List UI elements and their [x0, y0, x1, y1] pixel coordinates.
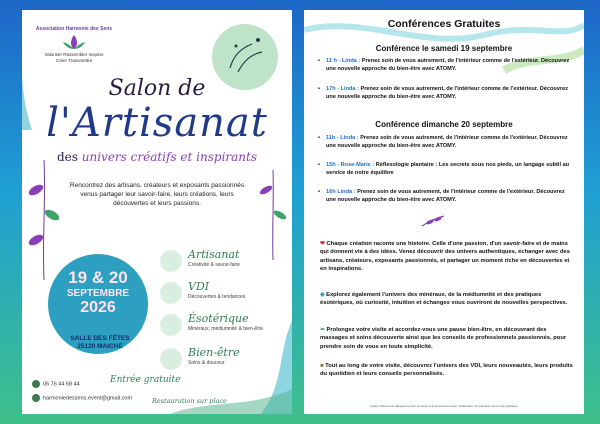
- category-subtitle: Créativité & savoir-faire: [188, 262, 240, 268]
- shop-icon: ■: [320, 363, 324, 369]
- association-name: Association Harmonie des Sens: [35, 26, 113, 32]
- conference-text: Prenez soin de vous autrement, de l'intérieur comme de l'extérieur. Découvrez une nouvelle approche du bien-être avec ATOMY.: [326, 86, 569, 100]
- venue-city: 25120 MAICHE: [77, 343, 123, 351]
- email-address: harmoniedessens.event@gmail.com: [43, 395, 133, 402]
- category-title: Artisanat: [188, 248, 240, 261]
- conference-time: 11h - Linda :: [326, 135, 359, 141]
- leaf-branch-left-icon: [24, 160, 64, 280]
- association-tagline-1: Valoriser Rassembler Inspirer: [44, 52, 104, 57]
- conference-item: [326, 189, 572, 205]
- heart-hands-icon: ❤: [320, 241, 325, 247]
- date-days: 19 & 20: [68, 268, 128, 287]
- conference-item: [326, 86, 572, 102]
- crystal-icon: [160, 314, 182, 336]
- crystal-ball-icon: ◆: [320, 292, 325, 298]
- leaf-branch-right-icon: [258, 170, 288, 260]
- paragraph-text: Tout au long de votre visite, découvrez l'univers des VDI, leurs nouveautés, leurs produits du quotidien et leurs conseils personnalisés.: [320, 363, 573, 378]
- conference-time: 15h - Rose-Marie :: [326, 162, 375, 168]
- venue-name: SALLE DES FÊTES: [70, 335, 130, 342]
- category-title: Bien-être: [188, 346, 240, 359]
- category-artisanat: [160, 248, 280, 278]
- title-line-2: l'Artisanat: [46, 100, 268, 146]
- paragraph-text: Explorez également l'univers des minéraux, de la médiumnité et des pratiques ésotériques, où curiosité, intuition et échanges vous ouvriront de nouvelles perspectives.: [320, 292, 568, 307]
- conference-program: [304, 10, 584, 414]
- subtitle-highlight: univers créatifs et inspirants: [81, 150, 258, 164]
- catering-info: Restauration sur place: [152, 397, 227, 405]
- conference-item: [326, 58, 572, 74]
- category-title: Ésotérique: [188, 312, 249, 325]
- category-subtitle: Soins & douceur: [188, 360, 225, 366]
- date-month: SEPTEMBRE: [66, 288, 130, 299]
- entry-free: Entrée gratuite: [110, 375, 181, 385]
- sunday-heading: Conférence dimanche 20 septembre: [375, 120, 513, 129]
- category-subtitle: Découvertes & tendances: [188, 294, 246, 300]
- lavender-sprig-icon: [420, 214, 446, 228]
- paragraph-text: Prolongez votre visite et accordez-vous une pause bien-être, en découvrant des massages et soins découverte ainsi que les conseils de professionnels passionnés, pour prendre soin de vous en toute simplicité.: [320, 327, 567, 350]
- description-paragraph: [320, 291, 574, 308]
- conference-text: Prenez soin de vous autrement, de l'intérieur comme de l'extérieur. Découvrez une nouvelle approche du bien-être avec ATOMY.: [326, 58, 570, 72]
- description-paragraph: [320, 240, 574, 274]
- program-heading: Conférences Gratuites: [387, 18, 501, 30]
- paragraph-text: Chaque création raconte une histoire. Celle d'une passion, d'un savoir-faire et de mains qui donnent vie à des idées. Venez découvrir des univers authentiques, échanger avec des artisans, créateurs, exposants passionnés, et partager un moment riche en découvertes et en inspirations.: [320, 241, 570, 273]
- conference-time: 16h Linda :: [326, 189, 356, 195]
- event-flyer: [22, 10, 292, 414]
- category-bien-etre: [160, 346, 280, 376]
- conference-text: Prenez soin de vous autrement, de l'intérieur comme de l'extérieur. Découvrez une nouvelle approche du bien-être avec ATOMY.: [326, 189, 565, 203]
- phone-number: 06 76 44 68 44: [43, 381, 80, 388]
- legal-footnote: L'abus d'alcool est dangereux pour la santé et à consommer avec modération. Ne pas jeter sur la voie publique.: [369, 404, 519, 408]
- conference-text: Réflexologie plantaire : Les secrets sous nos pieds, un langage subtil au service de notre équilibre: [326, 162, 570, 176]
- conference-time: 17h - Linda :: [326, 86, 359, 92]
- shopping-bag-icon: [160, 282, 182, 304]
- conference-time: 11 h - Linda :: [326, 58, 361, 64]
- saturday-heading: Conférence le samedi 19 septembre: [375, 44, 513, 53]
- leaf-icon: ❧: [320, 327, 325, 333]
- contact-phone: [32, 380, 80, 388]
- contact-email: [32, 394, 132, 402]
- meditation-icon: [160, 348, 182, 370]
- flyer-intro: Rencontrez des artisans, créateurs et exposants passionnés venus partager leur savoir-faire, leurs créations, leurs découvertes et leurs passions.: [69, 182, 245, 207]
- lotus-logo-icon: [61, 34, 87, 50]
- category-title: VDI: [188, 280, 210, 293]
- category-esoterique: [160, 312, 280, 342]
- association-tagline-2: Créer Transmettre: [55, 57, 93, 63]
- title-line-1: Salon de: [108, 76, 206, 101]
- venue-block: [60, 335, 140, 351]
- category-subtitle: Minéraux, médiumnité & bien-être: [188, 326, 264, 332]
- phone-icon: [32, 380, 40, 388]
- email-icon: [32, 394, 40, 402]
- association-block: [32, 26, 116, 64]
- conference-text: Prenez soin de vous autrement, de l'intérieur comme de l'extérieur. Découvrez une nouvelle approche du bien-être avec ATOMY.: [326, 135, 568, 149]
- conference-item: [326, 135, 572, 151]
- date-year: 2026: [80, 299, 116, 316]
- jar-icon: [160, 250, 182, 272]
- description-paragraph: [320, 326, 574, 351]
- subtitle-prefix: des: [56, 150, 78, 164]
- conference-item: [326, 162, 572, 178]
- category-vdi: [160, 280, 280, 310]
- description-paragraph: [320, 362, 574, 379]
